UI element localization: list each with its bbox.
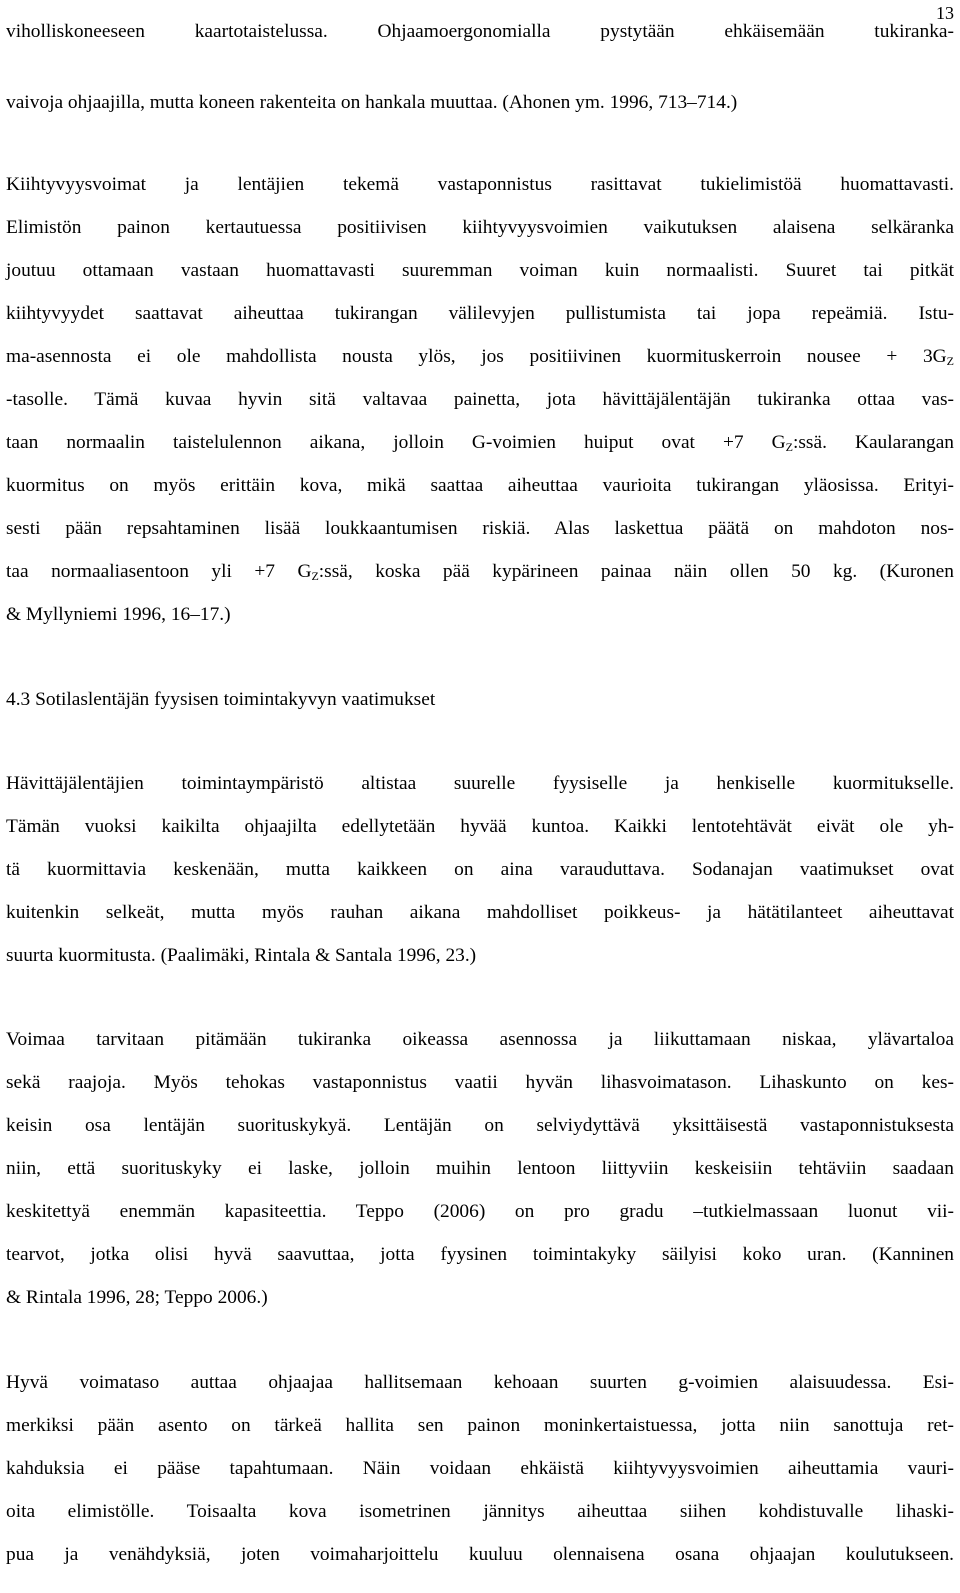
text-line: joutuu ottamaan vastaan huomattavasti suuremman voiman kuin normaalisti. Suuret tai pitkät xyxy=(6,260,954,281)
text-line: tearvot, jotka olisi hyvä saavuttaa, jotta fyysinen toimintakyky säilyisi koko uran. (Kanninen xyxy=(6,1244,954,1265)
text-line: Tämän vuoksi kaikilta ohjaajilta edellytetään hyvää kuntoa. Kaikki lentotehtävät eivät ole yh- xyxy=(6,816,954,837)
g-subscript: Z xyxy=(311,569,319,583)
g-subscript: Z xyxy=(785,440,793,454)
text-line-content: taan normaalin taistelulennon aikana, jolloin G-voimien huiput ovat +7 G xyxy=(6,432,786,453)
text-line: Hävittäjälentäjien toimintaympäristö altistaa suurelle fyysiselle ja henkiselle kuormitukselle. xyxy=(6,773,954,794)
text-line-content: ma-asennosta ei ole mahdollista nousta ylös, jos positiivinen kuormituskerroin nousee + 3G xyxy=(6,346,947,367)
text-line: viholliskoneeseen kaartotaistelussa. Ohjaamoergonomialla pystytään ehkäisemään tukiranka- xyxy=(6,21,954,42)
text-line: Hyvä voimataso auttaa ohjaajaa hallitsemaan kehoaan suurten g-voimien alaisuudessa. Esi- xyxy=(6,1372,954,1393)
text-line: -tasolle. Tämä kuvaa hyvin sitä valtavaa painetta, jota hävittäjälentäjän tukiranka ottaa vas- xyxy=(6,389,954,410)
text-line-tail: :ssä. Kaularangan xyxy=(792,432,955,453)
text-line: keisin osa lentäjän suorituskykyä. Lentäjän on selviydyttävä yksittäisestä vastaponnistuksesta xyxy=(6,1115,954,1136)
text-line: kahduksia ei pääse tapahtumaan. Näin voidaan ehkäistä kiihtyvyysvoimien aiheuttamia vauri- xyxy=(6,1458,954,1479)
text-line-content: taa normaaliasentoon yli +7 G xyxy=(6,561,312,582)
text-line: suurta kuormitusta. (Paalimäki, Rintala & Santala 1996, 23.) xyxy=(6,945,477,966)
text-line: tä kuormittavia keskenään, mutta kaikkeen on aina varauduttava. Sodanajan vaatimukset ovat xyxy=(6,859,954,880)
text-line: sekä raajoja. Myös tehokas vastaponnistus vaatii hyvän lihasvoimatason. Lihaskunto on kes- xyxy=(6,1072,954,1093)
text-line: niin, että suorituskyky ei laske, jolloin muihin lentoon liittyviin keskeisiin tehtäviin saadaan xyxy=(6,1158,954,1179)
text-line: vaivoja ohjaajilla, mutta koneen rakenteita on hankala muuttaa. (Ahonen ym. 1996, 713–714.) xyxy=(6,92,738,113)
text-line: & Rintala 1996, 28; Teppo 2006.) xyxy=(6,1287,268,1308)
text-line: kiihtyvyydet saattavat aiheuttaa tukirangan välilevyjen pullistumista tai jopa repeämiä. Istu- xyxy=(6,303,954,324)
text-line: Kiihtyvyysvoimat ja lentäjien tekemä vastaponnistus rasittavat tukielimistöä huomattavasti. xyxy=(6,174,954,195)
text-line: keskitettyä enemmän kapasiteettia. Teppo (2006) on pro gradu –tutkielmassaan luonut vii- xyxy=(6,1201,954,1222)
text-line: Elimistön painon kertautuessa positiivisen kiihtyvyysvoimien vaikutuksen alaisena selkäranka xyxy=(6,217,954,238)
text-line xyxy=(6,431,954,455)
text-line: Voimaa tarvitaan pitämään tukiranka oikeassa asennossa ja liikuttamaan niskaa, ylävartaloa xyxy=(6,1029,954,1050)
text-line: sesti pään repsahtaminen lisää loukkaantumisen riskiä. Alas laskettua päätä on mahdoton nos- xyxy=(6,518,954,539)
text-line: & Myllyniemi 1996, 16–17.) xyxy=(6,604,231,625)
text-line: oita elimistölle. Toisaalta kova isometrinen jännitys aiheuttaa siihen kohdistuvalle lihaski- xyxy=(6,1501,954,1522)
section-heading: 4.3 Sotilaslentäjän fyysisen toimintakyvyn vaatimukset xyxy=(6,689,436,710)
text-line-tail: :ssä, koska pää kypärineen painaa näin ollen 50 kg. (Kuronen xyxy=(318,561,954,582)
text-line: merkiksi pään asento on tärkeä hallita sen painon moninkertaistuessa, jotta niin sanottuja ret- xyxy=(6,1415,954,1436)
text-line xyxy=(6,345,954,369)
text-line: pua ja venähdyksiä, joten voimaharjoittelu kuuluu olennaisena osana ohjaajan koulutukseen. xyxy=(6,1544,954,1565)
g-subscript: Z xyxy=(946,354,954,368)
text-line xyxy=(6,560,954,584)
page-number: 13 xyxy=(936,3,954,23)
text-line: kuormitus on myös erittäin kova, mikä saattaa aiheuttaa vaurioita tukirangan yläosissa. Erityi- xyxy=(6,475,954,496)
text-line: kuitenkin selkeät, mutta myös rauhan aikana mahdolliset poikkeus- ja hätätilanteet aiheuttavat xyxy=(6,902,954,923)
